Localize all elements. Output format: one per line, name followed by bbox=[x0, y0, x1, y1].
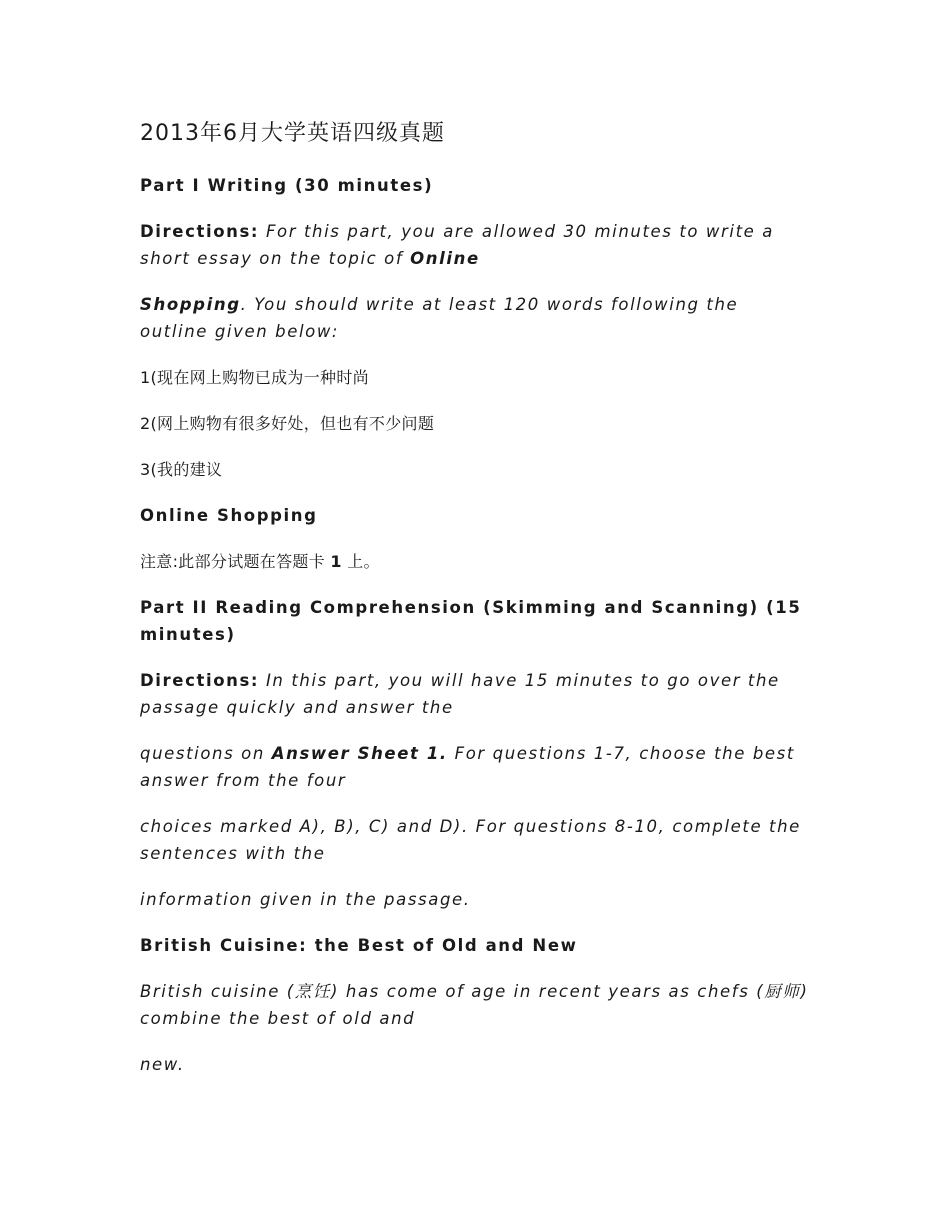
topic-word: Online bbox=[410, 249, 480, 268]
note-prefix: 注意:此部分试题在答题卡 bbox=[140, 552, 325, 571]
directions-label: Directions: bbox=[140, 222, 260, 241]
directions-text: For this part, you are allowed 30 minutes to write a short essay on the topic of bbox=[140, 222, 774, 268]
part1-heading: Part I Writing (30 minutes) bbox=[140, 176, 434, 195]
directions-text: For questions 1-7, choose the best answer from the four bbox=[140, 744, 795, 790]
directions-text: questions on bbox=[140, 744, 272, 763]
answer-sheet-note bbox=[140, 548, 810, 575]
note-suffix: 上。 bbox=[347, 552, 380, 571]
passage-line-1: British cuisine (烹饪) has come of age in recent years as chefs (厨师) combine the best of old and bbox=[140, 982, 809, 1028]
outline-item-1: 1(现在网上购物已成为一种时尚 bbox=[140, 368, 369, 387]
part1-directions bbox=[140, 218, 810, 272]
part2-directions-4: information given in the passage. bbox=[140, 890, 471, 909]
part2-directions-3: choices marked A), B), C) and D). For questions 8-10, complete the sentences with the bbox=[140, 817, 801, 863]
part1-directions-cont bbox=[140, 291, 810, 345]
part2-directions-1 bbox=[140, 667, 810, 721]
part2-directions-2 bbox=[140, 740, 810, 794]
directions-label: Directions: bbox=[140, 671, 260, 690]
note-number: 1 bbox=[330, 552, 342, 571]
directions-text: . You should write at least 120 words following the outline given below: bbox=[140, 295, 739, 341]
topic-word: Shopping bbox=[140, 295, 241, 314]
passage-title: British Cuisine: the Best of Old and New bbox=[140, 936, 578, 955]
directions-text: In this part, you will have 15 minutes to go over the passage quickly and answer the bbox=[140, 671, 780, 717]
passage-line-2: new. bbox=[140, 1055, 185, 1074]
answer-sheet-ref: Answer Sheet 1. bbox=[271, 744, 448, 763]
part2-heading: Part II Reading Comprehension (Skimming and Scanning) (15 minutes) bbox=[140, 598, 802, 644]
essay-title: Online Shopping bbox=[140, 506, 318, 525]
page-title: 2013年6月大学英语四级真题 bbox=[140, 121, 445, 146]
outline-item-2: 2(网上购物有很多好处，但也有不少问题 bbox=[140, 414, 435, 433]
outline-item-3: 3(我的建议 bbox=[140, 460, 223, 479]
